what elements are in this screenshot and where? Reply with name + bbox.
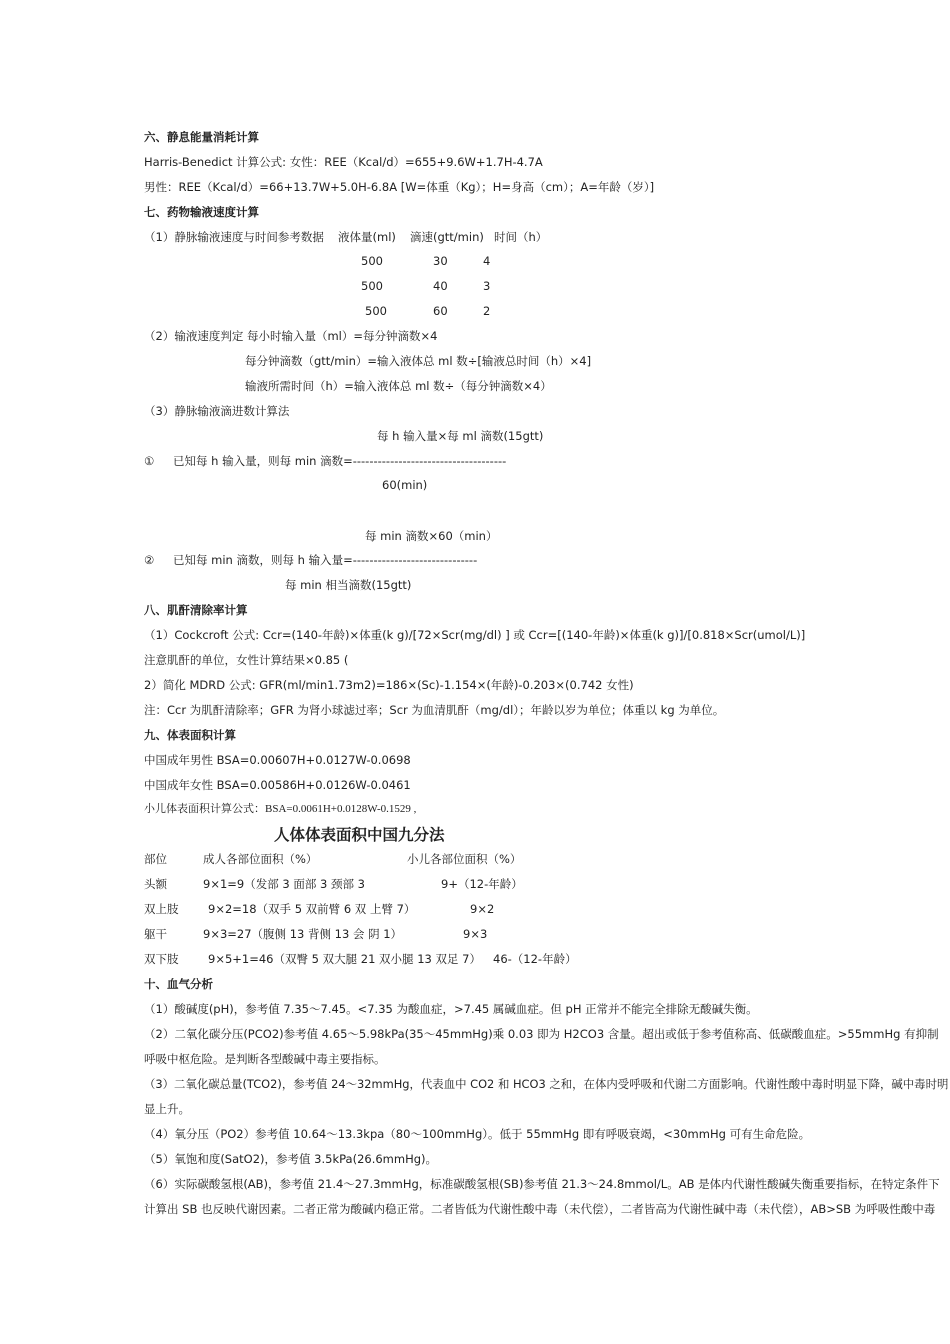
table-cell: 500 xyxy=(361,254,383,268)
table-cell: 500 xyxy=(361,279,383,293)
tco2-paragraph: （3）二氧化碳总量(TCO2)，参考值 24～32mmHg，代表血中 CO2 和 HCO3 之和，在体内受呼吸和代谢二方面影响。代谢性酸中毒时明显下降，碱中毒时明 xyxy=(144,1077,949,1091)
infusion-reference-label: （1）静脉输液速度与时间参考数据 xyxy=(144,230,324,244)
drops-per-minute-formula: 每分钟滴数（gtt/min）=输入液体总 ml 数÷[输液总时间（h）×4] xyxy=(245,354,592,368)
table-cell: 9×3=27（腹侧 13 背侧 13 会 阴 1） xyxy=(203,927,403,941)
bsa-female-formula: 中国成年女性 BSA=0.00586H+0.0126W-0.0461 xyxy=(144,778,411,792)
col-rate-header: 滴速(gtt/min) xyxy=(410,230,484,244)
section-8-heading: 八、肌酐清除率计算 xyxy=(144,603,248,617)
table-cell: 46-（12-年龄） xyxy=(493,952,577,966)
table-cell: 9×1=9（发部 3 面部 3 颈部 3 xyxy=(203,877,365,891)
formula-2-numerator: 每 min 滴数×60（min） xyxy=(365,529,498,543)
sato2-paragraph: （5）氧饱和度(SatO2)，参考值 3.5kPa(26.6mmHg)。 xyxy=(144,1152,438,1166)
infusion-time-formula: 输液所需时间（h）=输入液体总 ml 数÷（每分钟滴数×4） xyxy=(245,379,552,393)
table-cell: 3 xyxy=(483,279,491,293)
section-9-heading: 九、体表面积计算 xyxy=(144,728,236,742)
formula-1-text: 已知每 h 输入量，则每 min 滴数=------------------------------------- xyxy=(173,454,507,468)
formula-1-marker: ① xyxy=(144,454,155,468)
nine-rule-title: 人体体表面积中国九分法 xyxy=(274,826,445,844)
rate-judgement-line: （2）输液速度判定 每小时输入量（ml）=每分钟滴数×4 xyxy=(144,329,438,343)
table-cell: 双下肢 xyxy=(144,952,179,966)
pco2-paragraph-cont: 呼吸中枢危险。是判断各型酸碱中毒主要指标。 xyxy=(144,1052,386,1066)
table-cell: 2 xyxy=(483,304,491,318)
table-cell: 躯干 xyxy=(144,927,167,941)
formula-1-numerator: 每 h 输入量×每 ml 滴数(15gtt) xyxy=(377,429,544,443)
tco2-paragraph-cont: 显上升。 xyxy=(144,1102,190,1116)
formula-2-denominator: 每 min 相当滴数(15gtt) xyxy=(285,578,412,592)
ph-paragraph: （1）酸碱度(pH)，参考值 7.35～7.45。<7.35 为酸血症，>7.45 属碱血症。但 pH 正常并不能完全排除无酸碱失衡。 xyxy=(144,1002,758,1016)
table-cell: 头额 xyxy=(144,877,167,891)
bsa-male-formula: 中国成年男性 BSA=0.00607H+0.0127W-0.0698 xyxy=(144,753,411,767)
bsa-child-formula: 小儿体表面积计算公式：BSA=0.0061H+0.0128W-0.1529 , xyxy=(144,803,417,815)
table-cell: 500 xyxy=(365,304,387,318)
section-8-note: 注：Ccr 为肌酐清除率；GFR 为肾小球滤过率；Scr 为血清肌酐（mg/dl）；年龄以岁为单位；体重以 kg 为单位。 xyxy=(144,703,725,717)
pco2-paragraph: （2）二氧化碳分压(PCO2)参考值 4.65～5.98kPa(35～45mmHg)乘 0.03 即为 H2CO3 含量。超出或低于参考值称高、低碳酸血症。>55mmHg 有抑制 xyxy=(144,1027,939,1041)
table-cell: 4 xyxy=(483,254,491,268)
section-10-heading: 十、血气分析 xyxy=(144,977,213,991)
col-time-header: 时间（h） xyxy=(494,230,548,244)
col-part-header: 部位 xyxy=(144,852,167,866)
table-cell: 40 xyxy=(433,279,448,293)
table-cell: 30 xyxy=(433,254,448,268)
harris-benedict-female: Harris-Benedict 计算公式: 女性：REE（Kcal/d）=655+9.6W+1.7H-4.7A xyxy=(144,155,543,169)
section-6-heading: 六、静息能量消耗计算 xyxy=(144,130,259,144)
ab-sb-paragraph: （6）实际碳酸氢根(AB)，参考值 21.4～27.3mmHg，标准碳酸氢根(SB)参考值 21.3～24.8mmol/L。AB 是体内代谢性酸碱失衡重要指标，在特定条件下 xyxy=(144,1177,940,1191)
table-cell: 双上肢 xyxy=(144,902,179,916)
table-cell: 9×2 xyxy=(470,902,495,916)
cockcroft-formula: （1）Cockcroft 公式: Ccr=(140-年龄)×体重(k g)/[72×Scr(mg/dl) ] 或 Ccr=[(140-年龄)×体重(k g)]/[0.818×Scr(umol/L)] xyxy=(144,628,806,642)
col-adult-header: 成人各部位面积（%） xyxy=(203,852,318,866)
table-cell: 9+（12-年龄） xyxy=(441,877,523,891)
creatinine-unit-note: 注意肌酐的单位，女性计算结果×0.85 ( xyxy=(144,653,349,667)
table-cell: 60 xyxy=(433,304,448,318)
section-7-heading: 七、药物输液速度计算 xyxy=(144,205,259,219)
table-cell: 9×3 xyxy=(463,927,488,941)
ab-sb-paragraph-cont: 计算出 SB 也反映代谢因素。二者正常为酸碱内稳正常。二者皆低为代谢性酸中毒（未代偿），二者皆高为代谢性碱中毒（未代偿），AB>SB 为呼吸性酸中毒 xyxy=(144,1202,936,1216)
formula-2-text: 已知每 min 滴数，则每 h 输入量=------------------------------ xyxy=(173,553,478,567)
col-child-header: 小儿各部位面积（%） xyxy=(407,852,522,866)
col-volume-header: 液体量(ml) xyxy=(338,230,396,244)
harris-benedict-male: 男性：REE（Kcal/d）=66+13.7W+5.0H-6.8A [W=体重（Kg）；H=身高（cm）；A=年龄（岁）] xyxy=(144,180,655,194)
mdrd-formula: 2）简化 MDRD 公式: GFR(ml/min1.73m2)=186×(Sc)-1.154×(年龄)-0.203×(0.742 女性) xyxy=(144,678,634,692)
formula-2-marker: ② xyxy=(144,553,155,567)
po2-paragraph: （4）氧分压（PO2）参考值 10.64～13.3kpa（80～100mmHg）。低于 55mmHg 即有呼吸衰竭，<30mmHg 可有生命危险。 xyxy=(144,1127,811,1141)
table-cell: 9×5+1=46（双臀 5 双大腿 21 双小腿 13 双足 7） xyxy=(208,952,481,966)
drip-calc-label: （3）静脉输液滴进数计算法 xyxy=(144,404,290,418)
formula-1-denominator: 60(min) xyxy=(382,478,428,492)
table-cell: 9×2=18（双手 5 双前臂 6 双 上臂 7） xyxy=(208,902,416,916)
